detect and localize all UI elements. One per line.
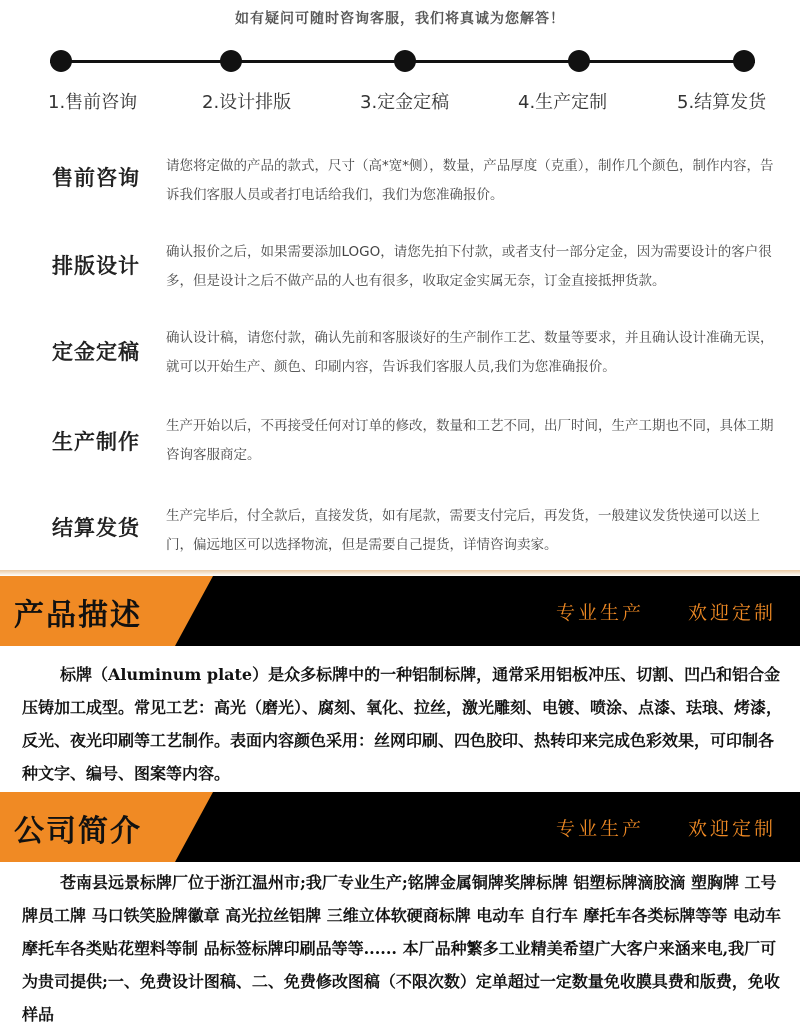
step-label: 2.设计排版 xyxy=(202,92,292,113)
step-label: 4.生产定制 xyxy=(518,92,608,113)
timeline-dot xyxy=(733,50,755,72)
section-text: 确认设计稿，请您付款，确认先前和客服谈好的生产制作工艺、数量等要求，并且确认设计准确无误，就可以开始生产、颜色、印刷内容，告诉我们客服人员,我们为您准确报价。 xyxy=(166,330,774,375)
step-label: 3.定金定稿 xyxy=(360,92,450,113)
banner-product xyxy=(0,576,800,646)
top-note: 如有疑问可随时咨询客服，我们将真诚为您解答！ xyxy=(235,11,565,27)
section-text: 请您将定做的产品的款式，尺寸（高*宽*侧），数量，产品厚度（克重），制作几个颜色，制作内容，告诉我们客服人员或者打电话给我们，我们为您准确报价。 xyxy=(166,158,774,203)
section-title: 排版设计 xyxy=(52,254,140,278)
section-title: 定金定稿 xyxy=(52,340,140,364)
timeline-dot xyxy=(394,50,416,72)
banner-tag: 专业生产 xyxy=(556,602,645,624)
timeline-dot xyxy=(568,50,590,72)
step-label: 5.结算发货 xyxy=(677,92,767,113)
timeline-dot xyxy=(50,50,72,72)
section-title: 售前咨询 xyxy=(52,166,140,190)
section-text: 生产开始以后，不再接受任何对订单的修改，数量和工艺不同，出厂时间，生产工期也不同，具体工期咨询客服商定。 xyxy=(166,418,774,463)
timeline-dot xyxy=(220,50,242,72)
banner-title: 产品描述 xyxy=(14,598,142,633)
banner-accent xyxy=(175,576,213,646)
process-timeline xyxy=(50,50,755,72)
banner-tag: 欢迎定制 xyxy=(688,818,777,840)
banner-tag: 欢迎定制 xyxy=(688,602,777,624)
banner-accent xyxy=(175,792,213,862)
section-text: 确认报价之后，如果需要添加LOGO，请您先拍下付款，或者支付一部分定金，因为需要设计的客户很多，但是设计之后不做产品的人也有很多，收取定金实属无奈，订金直接抵押货款。 xyxy=(166,244,772,289)
banner-tag: 专业生产 xyxy=(556,818,645,840)
company-description: 苍南县远景标牌厂位于浙江温州市;我厂专业生产;铭牌金属铜牌奖牌标牌 铝塑标牌滴胶滴 塑胸牌 工号牌员工牌 马口铁笑脸牌徽章 高光拉丝铝牌 三维立体软硬商标牌 电动车 自行车 摩托车各类标牌等等 电动车摩托车各类贴花塑料等制 品标签标牌印刷品等等...... 本厂品种繁多工业精美希望广大客户来涵来电,我厂可为贵司提供;一、免费设计图稿、二、免费修改图稿（不限次数）定单超过一定数量免收膜具费和版费，免收样品 xyxy=(22,873,781,1024)
banner-title: 公司简介 xyxy=(14,814,142,849)
step-label: 1.售前咨询 xyxy=(48,92,138,113)
section-title: 结算发货 xyxy=(52,516,140,540)
product-description: 标牌（Aluminum plate）是众多标牌中的一种铝制标牌，通常采用铝板冲压、切割、凹凸和铝合金压铸加工成型。常见工艺：高光（磨光）、腐刻、氧化、拉丝，激光雕刻、电镀、喷涂、点漆、珐琅、烤漆，反光、夜光印刷等工艺制作。表面内容颜色采用：丝网印刷、四色胶印、热转印来完成色彩效果，可印制各种文字、编号、图案等内容。 xyxy=(22,665,783,783)
section-title: 生产制作 xyxy=(52,430,140,454)
section-text: 生产完毕后，付全款后，直接发货，如有尾款，需要支付完后，再发货，一般建议发货快递可以送上门，偏远地区可以选择物流，但是需要自己提货，详情咨询卖家。 xyxy=(166,508,760,553)
banner-company xyxy=(0,792,800,862)
